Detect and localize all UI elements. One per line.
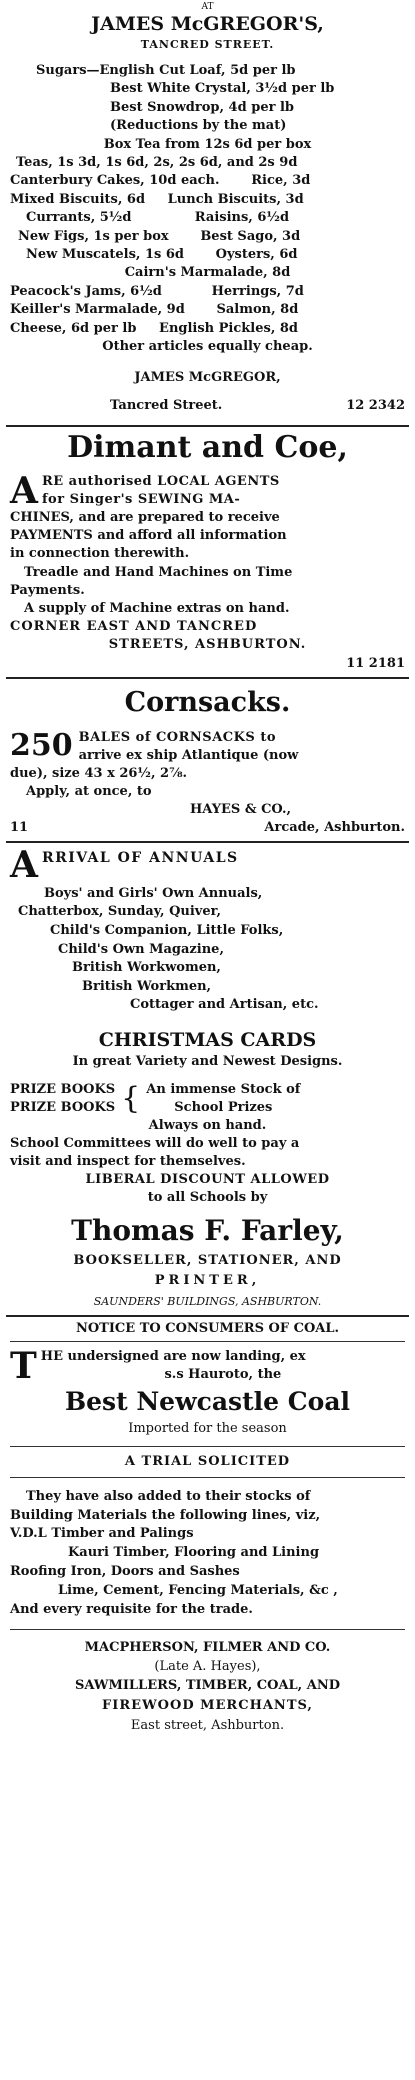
- coal-imported: Imported for the season: [128, 1420, 287, 1436]
- mcgregor-title: JAMES McGREGOR'S,: [91, 13, 324, 35]
- annual-item: Child's Companion, Little Folks,: [50, 922, 284, 938]
- coal-material-line: Kauri Timber, Flooring and Lining: [68, 1545, 320, 1561]
- divider: [10, 1341, 405, 1342]
- price-line: Mixed Biscuits, 6d Lunch Biscuits, 3d: [10, 191, 304, 207]
- dimant-line: for Singer's SEWING MA-: [41, 491, 241, 507]
- dimant-ref: 11 2181: [346, 655, 405, 671]
- coal-dropcap: T: [10, 1344, 37, 1387]
- annual-item: Child's Own Magazine,: [58, 941, 224, 957]
- prize-notes: [10, 1117, 405, 1207]
- price-line: Currants, 5½d Raisins, 6½d: [26, 210, 290, 226]
- price-line: Canterbury Cakes, 10d each. Rice, 3d: [10, 173, 311, 189]
- cornsacks-line: BALES of CORNSACKS to: [78, 729, 277, 745]
- cornsacks-line: Apply, at once, to: [26, 783, 152, 799]
- divider: [6, 677, 409, 679]
- committees-line: visit and inspect for themselves.: [10, 1153, 246, 1169]
- dimant-body: [10, 469, 405, 673]
- price-line: Box Tea from 12s 6d per box: [103, 136, 312, 152]
- committees-line: School Committees will do well to pay a: [10, 1135, 300, 1151]
- cornsacks-body: [10, 729, 405, 837]
- annuals-dropcap: A: [10, 843, 38, 886]
- mcgregor-ref: 12 2342: [346, 397, 405, 413]
- cornsacks-ref: 11: [10, 819, 29, 835]
- dimant-line: RE authorised LOCAL AGENTS: [41, 473, 280, 489]
- dimant-line: Payments.: [10, 582, 85, 598]
- mcgregor-ad: [0, 0, 415, 415]
- mcgregor-sign-name: JAMES McGREGOR,: [134, 369, 281, 385]
- prize-books-desc: [146, 1081, 300, 1117]
- cornsacks-number: 250: [10, 727, 73, 763]
- coal-trade: FIREWOOD MERCHANTS,: [102, 1698, 313, 1714]
- coal-material-line: Roofing Iron, Doors and Sashes: [10, 1564, 240, 1580]
- divider: [6, 841, 409, 843]
- farley-ad: [0, 843, 415, 1313]
- coal-material-line: And every requisite for the trade.: [10, 1601, 253, 1617]
- annual-item: Chatterbox, Sunday, Quiver,: [18, 904, 222, 920]
- farley-address: SAUNDERS' BUILDINGS, ASHBURTON.: [93, 1294, 322, 1308]
- annuals-list: [10, 881, 405, 1015]
- prize-desc: An immense Stock of: [146, 1081, 301, 1097]
- coal-trade: SAWMILLERS, TIMBER, COAL, AND: [75, 1678, 340, 1694]
- price-line: (Reductions by the mat): [110, 118, 287, 134]
- schools-line: to all Schools by: [147, 1189, 268, 1205]
- cornsacks-footer: [10, 819, 405, 837]
- price-line: Best White Crystal, 3½d per lb: [110, 81, 335, 97]
- coal-trial: A TRIAL SOLICITED: [124, 1453, 291, 1469]
- prize-books-labels: [10, 1081, 115, 1117]
- coal-materials: [10, 1488, 405, 1620]
- coal-firm: MACPHERSON, FILMER AND CO.: [84, 1640, 331, 1656]
- cornsacks-line: due), size 43 x 26½, 2⅞.: [10, 765, 188, 781]
- price-line: Keiller's Marmalade, 9d Salmon, 8d: [10, 302, 299, 318]
- coal-material-line: V.D.L Timber and Palings: [10, 1526, 194, 1542]
- prize-books-label: PRIZE BOOKS: [10, 1099, 116, 1115]
- cornsacks-address: Arcade, Ashburton.: [264, 819, 405, 835]
- coal-big-title: Best Newcastle Coal: [64, 1386, 351, 1416]
- prize-brace: {: [121, 1080, 141, 1116]
- dimant-title: Dimant and Coe,: [67, 429, 348, 465]
- price-line: Best Snowdrop, 4d per lb: [110, 99, 294, 115]
- farley-trade: PRINTER,: [154, 1272, 261, 1288]
- cornsacks-line: arrive ex ship Atlantique (now: [78, 747, 299, 763]
- coal-address: East street, Ashburton.: [130, 1718, 285, 1734]
- annual-item: Boys' and Girls' Own Annuals,: [44, 885, 263, 901]
- mcgregor-street: TANCRED STREET.: [140, 38, 275, 51]
- coal-material-line: Building Materials the following lines, viz,: [10, 1507, 321, 1523]
- coal-ad: [0, 1317, 415, 1737]
- price-line: Peacock's Jams, 6½d Herrings, 7d: [10, 283, 304, 299]
- divider: [10, 1446, 405, 1447]
- price-line: Other articles equally cheap.: [102, 339, 313, 355]
- cornsacks-ad: [0, 683, 415, 837]
- coal-material-line: They have also added to their stocks of: [26, 1488, 311, 1504]
- coal-notice: NOTICE TO CONSUMERS OF COAL.: [75, 1320, 340, 1336]
- cards-subtitle: In great Variety and Newest Designs.: [72, 1053, 343, 1069]
- dimant-ad: [0, 427, 415, 673]
- farley-name: Thomas F. Farley,: [71, 1213, 344, 1247]
- coal-late: (Late A. Hayes),: [154, 1659, 261, 1675]
- cornsacks-title: Cornsacks.: [124, 686, 291, 718]
- mcgregor-sign-street: Tancred Street.: [110, 397, 223, 413]
- annual-item: Cottager and Artisan, etc.: [130, 997, 319, 1013]
- prize-books-block: [10, 1081, 405, 1117]
- divider: [10, 1477, 405, 1478]
- dimant-line: Treadle and Hand Machines on Time: [24, 564, 293, 580]
- dimant-line: CORNER EAST AND TANCRED: [10, 619, 258, 635]
- dimant-line: PAYMENTS and afford all information: [10, 528, 287, 544]
- dimant-line: in connection therewith.: [10, 546, 190, 562]
- price-line: New Muscatels, 1s 6d Oysters, 6d: [26, 247, 298, 263]
- at-label: AT: [201, 2, 214, 12]
- cards-title: CHRISTMAS CARDS: [98, 1028, 317, 1051]
- prize-books-label: PRIZE BOOKS: [10, 1081, 116, 1097]
- annual-item: British Workmen,: [82, 978, 212, 994]
- mcgregor-sign-row: [10, 397, 405, 415]
- always-on-hand: Always on hand.: [148, 1117, 267, 1133]
- dimant-line: A supply of Machine extras on hand.: [24, 600, 290, 616]
- annual-item: British Workwomen,: [72, 960, 221, 976]
- annuals-heading: RRIVAL OF ANNUALS: [41, 849, 239, 866]
- divider: [10, 1629, 405, 1630]
- coal-line: HE undersigned are now landing, ex: [40, 1348, 306, 1364]
- price-line: Sugars—English Cut Loaf, 5d per lb: [36, 63, 296, 78]
- price-line: New Figs, 1s per box Best Sago, 3d: [18, 228, 301, 244]
- discount-line: LIBERAL DISCOUNT ALLOWED: [85, 1171, 330, 1187]
- prize-desc: School Prizes: [174, 1099, 273, 1115]
- cornsacks-firm: HAYES & CO.,: [190, 801, 292, 817]
- coal-intro: [10, 1344, 405, 1387]
- dimant-dropcap: A: [10, 469, 38, 512]
- dimant-line: STREETS, ASHBURTON.: [108, 637, 307, 653]
- farley-trade: BOOKSELLER, STATIONER, AND: [73, 1252, 342, 1268]
- dimant-line: CHINES, and are prepared to receive: [10, 509, 280, 525]
- price-line: Teas, 1s 3d, 1s 6d, 2s, 2s 6d, and 2s 9d: [16, 155, 298, 171]
- coal-line: s.s Hauroto, the: [164, 1366, 282, 1382]
- annuals-heading-row: [10, 843, 405, 886]
- mcgregor-price-list: [10, 62, 405, 357]
- price-line: Cairn's Marmalade, 8d: [124, 265, 291, 281]
- coal-material-line: Lime, Cement, Fencing Materials, &c ,: [58, 1582, 338, 1598]
- price-line: Cheese, 6d per lb English Pickles, 8d: [10, 320, 299, 336]
